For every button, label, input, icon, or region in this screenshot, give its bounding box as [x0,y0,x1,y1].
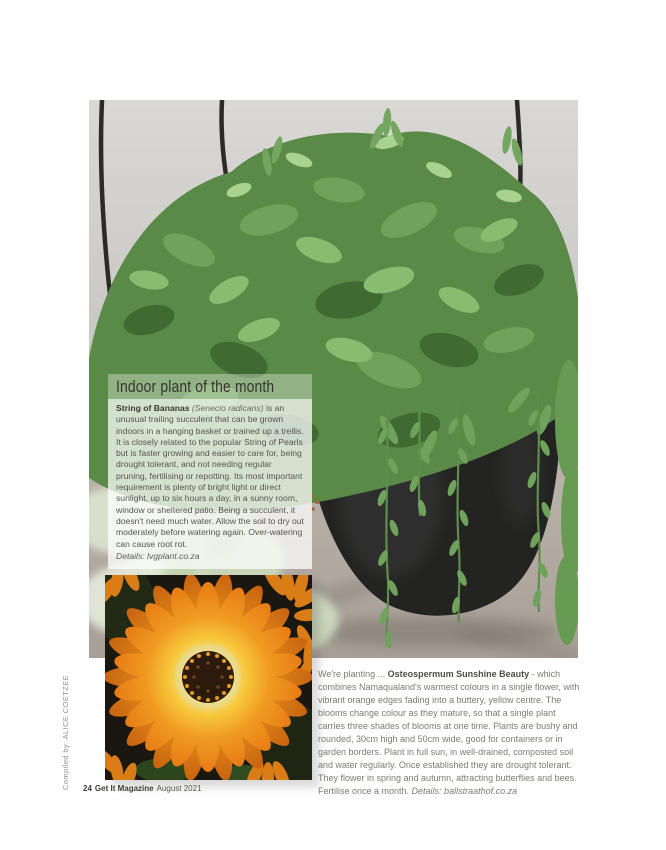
compiler-credit: Compiled by: ALICE COETZEE [61,674,70,790]
flower-photo-osteospermum [105,575,312,780]
page-number: 24 [83,784,92,793]
note-details-url: Details: ballstraathof.co.za [411,786,518,796]
note-intro: We're planting ... [318,669,388,679]
feature-box-body [108,399,312,569]
feature-details-url: Details: lvgplant.co.za [116,550,200,561]
feature-box-heading-band [108,374,312,399]
note-plant-name: Osteospermum Sunshine Beauty [387,669,530,679]
page-footer [83,784,202,793]
flower-photo-illustration [105,575,312,780]
feature-box-heading: Indoor plant of the month [116,378,275,396]
magazine-title: Get It Magazine [94,784,154,793]
flower-center [182,651,234,703]
feature-botanical-name: (Senecio radicans) [189,403,266,413]
feature-plant-name: String of Bananas [116,403,190,413]
feature-body-text: is an unusual trailing succulent that can be grown indoors in a hanging basket or trained up a trellis. It is closely related to the popular String of Pearls but is faster growing and easier to care for, being drought tolerant, and not needing regular pruning, fertilising or repotting. Its most important requirement is plenty of bright light or direct sunlight, up to six hours a day, in a sunny room, window or sheltered patio. Being a succulent, it doesn't need much water. Allow the soil to dry out moderately before watering again. Over-watering can cause root rot. [116,403,304,549]
note-body-text: - which combines Namaqualand's warmest colours in a single flower, with vibrant orange edges fading into a buttery, yellow centre. The blooms change colour as they mature, so that a single plant carries three shades of blooms at one time. Plants are bushy and rounded, 30cm high and 50cm wide, good for containers or in garden borders. Plant in full sun, in well-drained, composted soil and water regularly. Once established they are drought tolerant. They flower in spring and autumn, attracting butterflies and bees. Fertilise once a month. [318,669,580,796]
planting-note [318,668,580,798]
indoor-plant-feature-box [108,374,312,569]
issue-date: August 2021 [156,784,202,793]
